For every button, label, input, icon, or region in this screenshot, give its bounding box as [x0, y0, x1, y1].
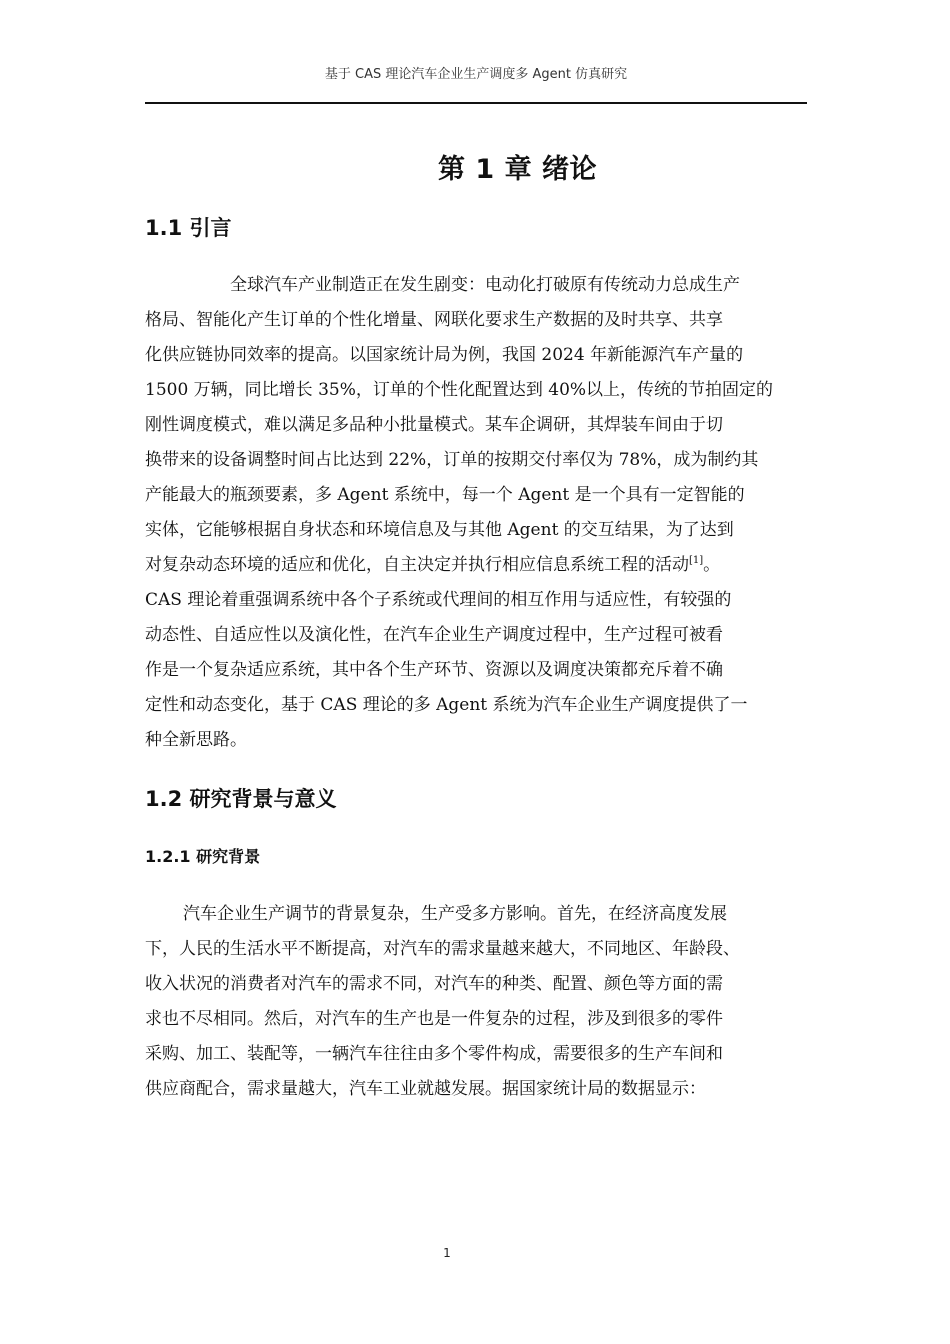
text-line: 种全新思路。: [145, 730, 247, 750]
subsection-heading-1-2-1: 1.2.1 研究背景: [145, 847, 261, 866]
text-line: 1500 万辆，同比增长 35%，订单的个性化配置达到 40%以上，传统的节拍固定的: [145, 380, 774, 400]
text-line: 换带来的设备调整时间占比达到 22%，订单的按期交付率仅为 78%，成为制约其: [145, 450, 759, 470]
text-line: 汽车企业生产调节的背景复杂，生产受多方影响。首先，在经济高度发展: [183, 904, 727, 924]
page-number: 1: [443, 1246, 451, 1260]
citation-tail: 。: [703, 555, 721, 575]
header-rule: [145, 102, 807, 104]
text-line: 作是一个复杂适应系统，其中各个生产环节、资源以及调度决策都充斥着不确: [145, 660, 723, 680]
text-line: 实体，它能够根据自身状态和环境信息及与其他 Agent 的交互结果，为了达到: [145, 520, 734, 540]
text-line-with-citation: [145, 548, 807, 583]
text-line: 刚性调度模式，难以满足多品种小批量模式。某车企调研，其焊装车间由于切: [145, 415, 723, 435]
text-line: 格局、智能化产生订单的个性化增量、网联化要求生产数据的及时共享、共享: [145, 310, 723, 330]
text-line-body: 对复杂动态环境的适应和优化，自主决定并执行相应信息系统工程的活动: [145, 555, 689, 575]
text-line: 化供应链协同效率的提高。以国家统计局为例，我国 2024 年新能源汽车产量的: [145, 345, 744, 365]
text-line: 动态性、自适应性以及演化性，在汽车企业生产调度过程中，生产过程可被看: [145, 625, 723, 645]
section-heading-1-1: 1.1 引言: [145, 216, 232, 240]
section-heading-1-2: 1.2 研究背景与意义: [145, 787, 337, 811]
text-line: CAS 理论着重强调系统中各个子系统或代理间的相互作用与适应性，有较强的: [145, 590, 732, 610]
text-line: 产能最大的瓶颈要素，多 Agent 系统中，每一个 Agent 是一个具有一定智能的: [145, 485, 745, 505]
text-line: 下，人民的生活水平不断提高，对汽车的需求量越来越大，不同地区、年龄段、: [145, 939, 740, 959]
background-paragraph: [145, 897, 807, 1107]
text-line: 供应商配合，需求量越大，汽车工业就越发展。据国家统计局的数据显示：: [145, 1079, 706, 1099]
text-line: 收入状况的消费者对汽车的需求不同，对汽车的种类、配置、颜色等方面的需: [145, 974, 723, 994]
text-line: 采购、加工、装配等，一辆汽车往往由多个零件构成，需要很多的生产车间和: [145, 1044, 723, 1064]
intro-paragraph: [145, 268, 807, 758]
text-line: 全球汽车产业制造正在发生剧变：电动化打破原有传统动力总成生产: [230, 275, 740, 295]
chapter-title: 第 1 章 绪论: [438, 154, 597, 185]
running-header: 基于 CAS 理论汽车企业生产调度多 Agent 仿真研究: [324, 67, 628, 82]
text-line: 定性和动态变化，基于 CAS 理论的多 Agent 系统为汽车企业生产调度提供了一: [145, 695, 748, 715]
citation-reference[interactable]: [1]: [689, 555, 704, 566]
text-line: 求也不尽相同。然后，对汽车的生产也是一件复杂的过程，涉及到很多的零件: [145, 1009, 723, 1029]
